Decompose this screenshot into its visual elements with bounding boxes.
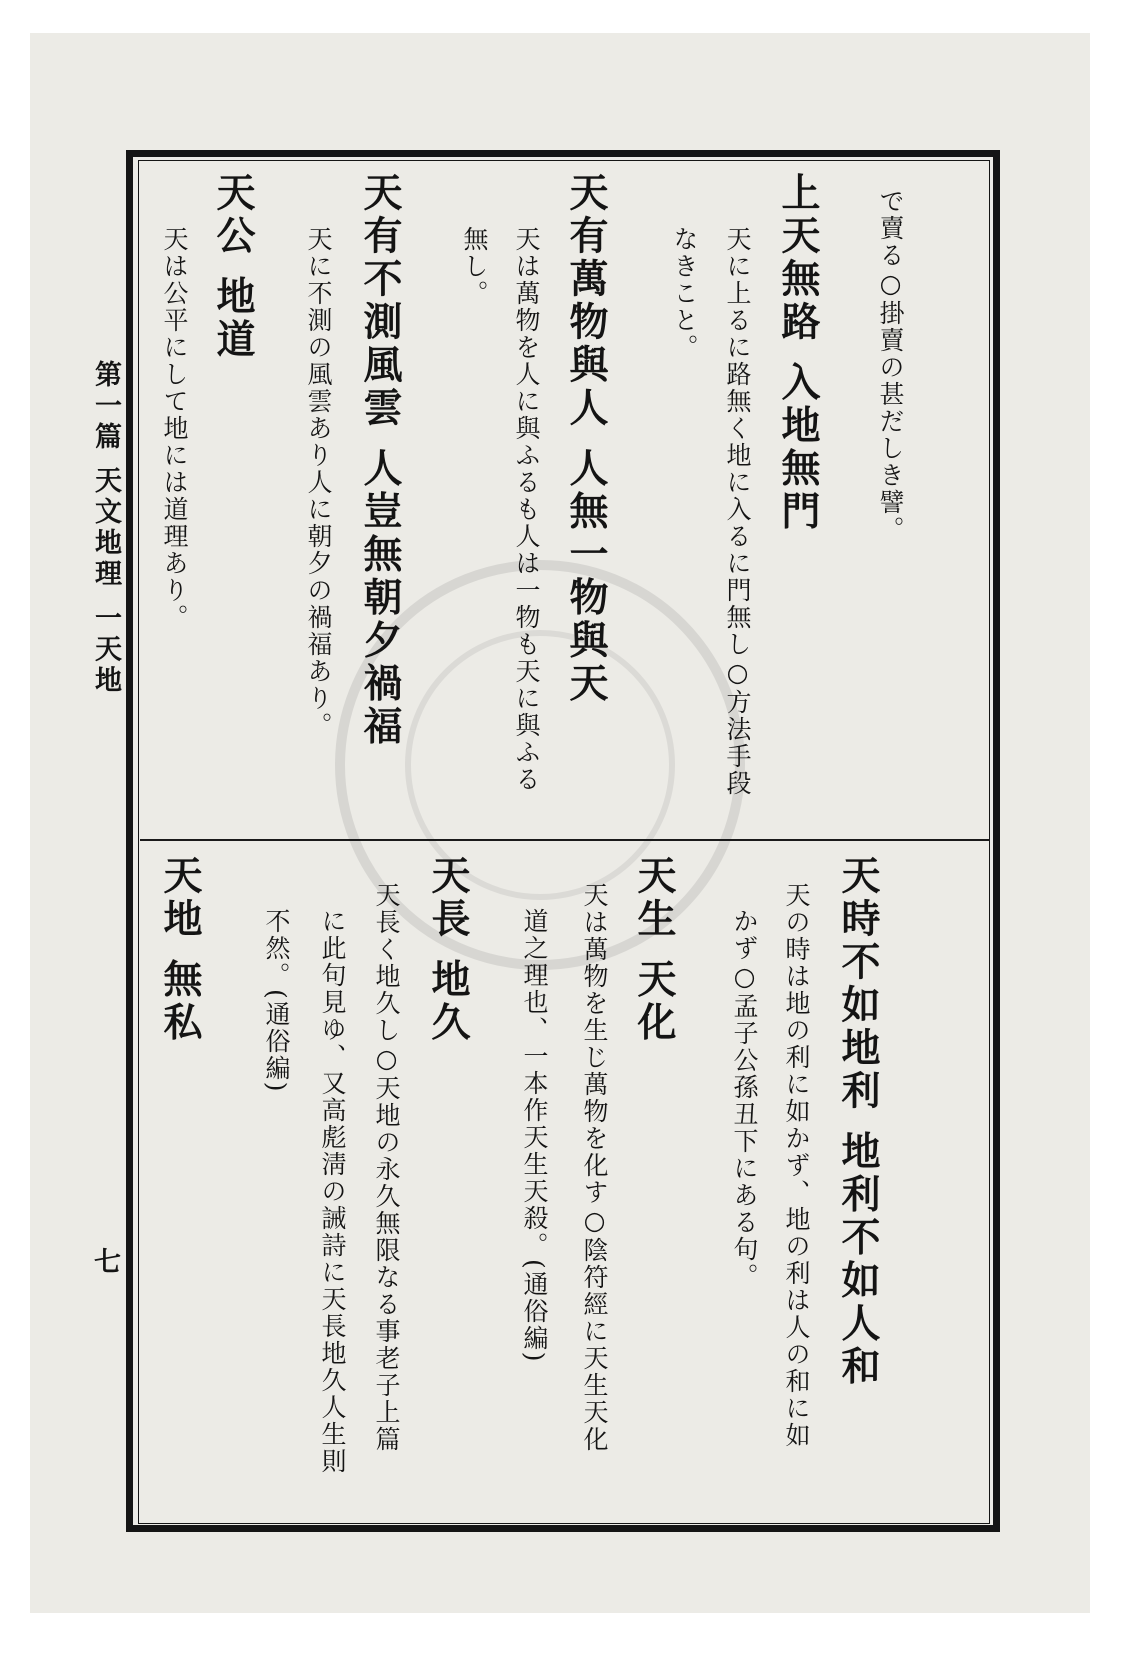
entry-gloss: 不然。(通俗編) — [262, 908, 291, 1094]
section-divider — [140, 839, 990, 841]
note-top: で賣る○掛賣の甚だしき譬。 — [876, 188, 905, 543]
page-number: 七 — [94, 1247, 121, 1278]
entry-heading: 天生 天化 — [631, 855, 677, 1045]
entry-heading: 天時不如地利 地利不如人和 — [835, 855, 881, 1389]
entry-heading: 天長 地久 — [425, 855, 471, 1045]
entry-gloss: 天長く地久し○天地の永久無限なる事老子上篇 — [372, 882, 401, 1453]
entry-gloss: かず○孟子公孫丑下にある句。 — [730, 908, 759, 1290]
entry-gloss: 天は萬物を生じ萬物を化す○陰符經に天生天化 — [580, 882, 609, 1453]
entry-gloss: 天は公平にして地には道理あり。 — [160, 226, 189, 631]
running-title: 第一篇 天文地理 一天地 — [90, 360, 121, 697]
entry-gloss: なきこと。 — [670, 226, 699, 361]
entry-gloss: に此句見ゆ、又高彪淸の誡詩に天長地久人生則 — [318, 908, 347, 1475]
entry-gloss: 天に不測の風雲あり人に朝夕の禍福あり。 — [304, 226, 333, 739]
entry-heading: 天有不測風雲 人豈無朝夕禍福 — [357, 172, 403, 749]
entry-gloss: 道之理也、一本作天生天殺。(通俗編) — [520, 908, 549, 1364]
entry-heading: 上天無路 入地無門 — [775, 172, 821, 534]
entry-heading: 天公 地道 — [210, 172, 256, 362]
entry-gloss: 天は萬物を人に與ふるも人は一物も天に與ふる — [512, 226, 541, 793]
entry-gloss: 天の時は地の利に如かず、地の利は人の和に如 — [782, 882, 811, 1449]
entry-heading: 天地 無私 — [157, 855, 203, 1045]
entry-gloss: 無し。 — [460, 226, 489, 307]
entry-heading: 天有萬物與人 人無一物與天 — [563, 172, 609, 706]
entry-gloss: 天に上るに路無く地に入るに門無し○方法手段 — [723, 226, 752, 797]
